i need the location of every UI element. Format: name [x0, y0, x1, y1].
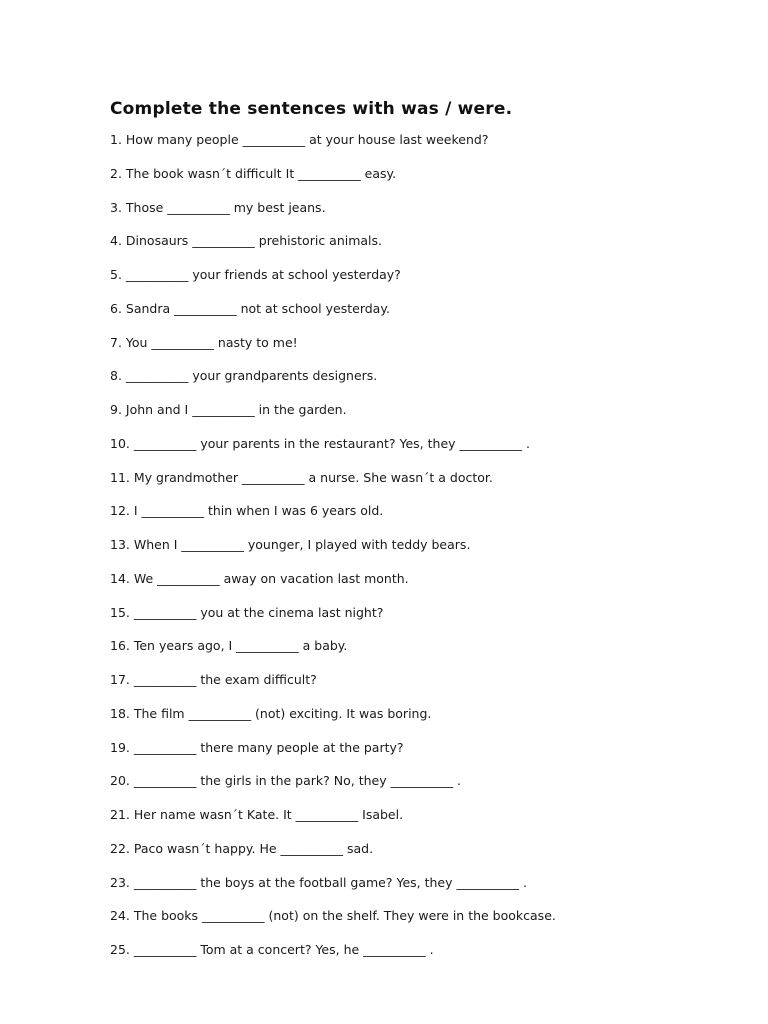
exercise-item: 18. The film __________ (not) exciting. It was boring.: [110, 705, 432, 721]
exercise-item: 12. I __________ thin when I was 6 years old.: [110, 503, 384, 519]
exercise-item: 17. __________ the exam difficult?: [110, 672, 317, 687]
exercise-item: 19. __________ there many people at the party?: [110, 739, 404, 755]
exercise-item: 10. __________ your parents in the restaurant? Yes, they __________ .: [110, 435, 530, 451]
exercise-item: 2. The book wasn´t difficult It __________ easy.: [110, 165, 397, 181]
exercise-item: 21. Her name wasn´t Kate. It __________ Isabel.: [110, 807, 404, 822]
exercise-list: [110, 130, 556, 974]
exercise-item: 8. __________ your grandparents designers.: [110, 368, 378, 384]
exercise-item: 15. __________ you at the cinema last night?: [110, 604, 384, 620]
exercise-item: 5. __________ your friends at school yesterday?: [110, 267, 401, 282]
worksheet-title: Complete the sentences with was / were.: [110, 99, 513, 119]
exercise-item: 22. Paco wasn´t happy. He __________ sad.: [110, 840, 374, 856]
exercise-item: 24. The books __________ (not) on the shelf. They were in the bookcase.: [110, 908, 556, 924]
exercise-item: 4. Dinosaurs __________ prehistoric animals.: [110, 233, 383, 249]
exercise-item: 14. We __________ away on vacation last month.: [110, 570, 409, 586]
exercise-item: 1. How many people __________ at your house last weekend?: [110, 132, 489, 147]
exercise-item: 23. __________ the boys at the football game? Yes, they __________ .: [110, 874, 527, 890]
worksheet: [110, 97, 730, 957]
exercise-item: 11. My grandmother __________ a nurse. She wasn´t a doctor.: [110, 469, 493, 485]
exercise-item: 20. __________ the girls in the park? No, they __________ .: [110, 773, 462, 789]
exercise-item: 3. Those __________ my best jeans.: [110, 199, 326, 215]
exercise-item: 9. John and I __________ in the garden.: [110, 402, 347, 417]
exercise-item: 25. __________ Tom at a concert? Yes, he __________ .: [110, 942, 434, 957]
exercise-item: 6. Sandra __________ not at school yesterday.: [110, 300, 390, 316]
exercise-item: 16. Ten years ago, I __________ a baby.: [110, 638, 348, 654]
exercise-item: 13. When I __________ younger, I played with teddy bears.: [110, 537, 471, 552]
exercise-item: 7. You __________ nasty to me!: [110, 334, 298, 350]
